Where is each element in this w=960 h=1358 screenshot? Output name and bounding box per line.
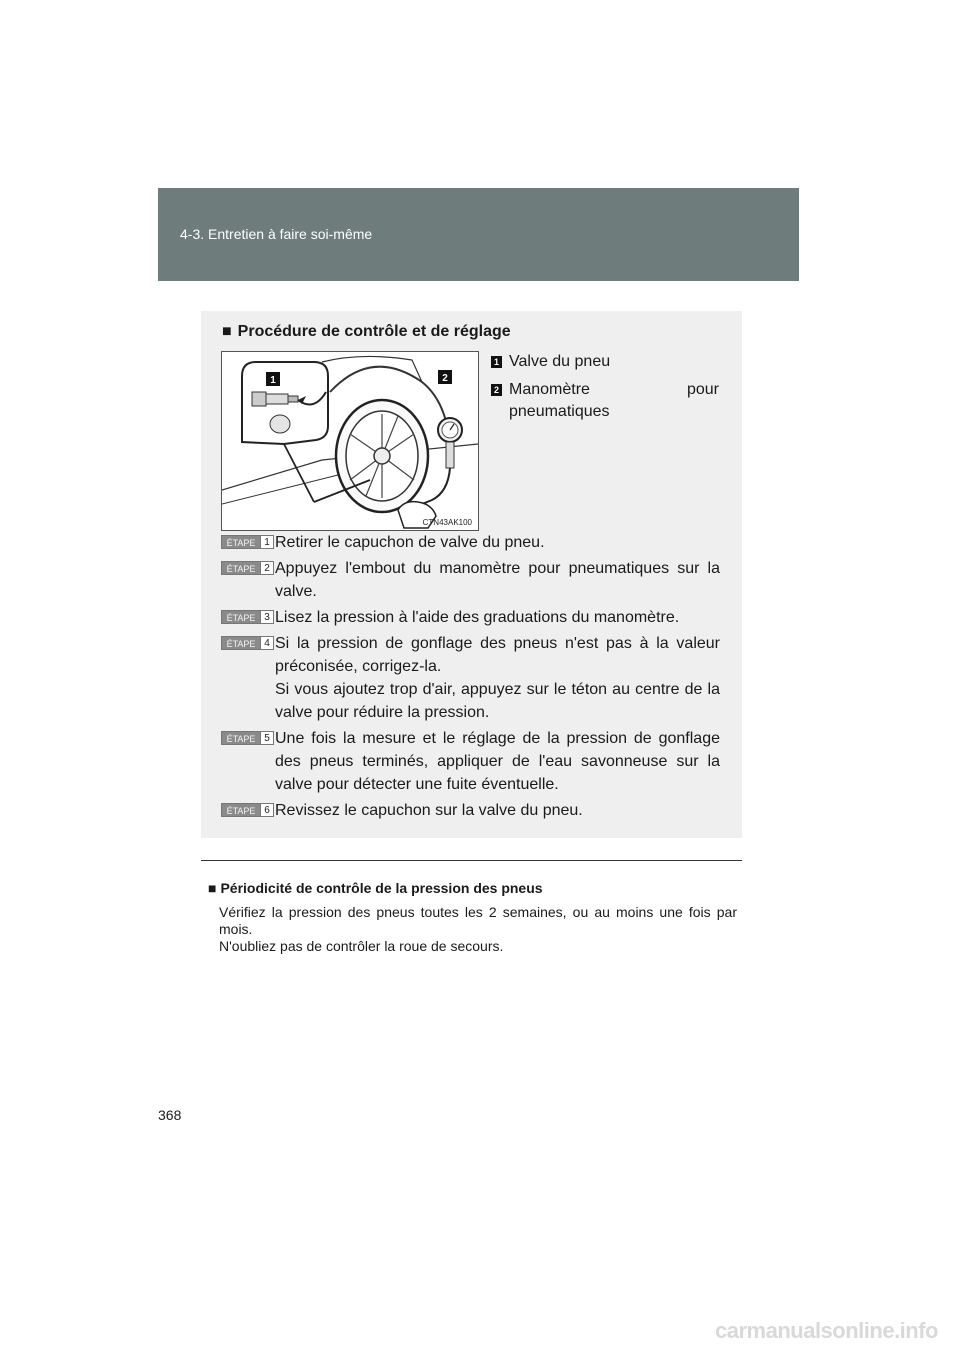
step-item — [221, 606, 720, 629]
legend-text: pneumatiques — [509, 403, 610, 420]
note-body — [219, 904, 737, 955]
procedure-panel — [201, 311, 742, 838]
square-bullet-icon: ■ — [222, 323, 232, 340]
tire-valve-illustration — [221, 351, 479, 531]
callout-1: 1 — [270, 375, 276, 386]
note-line: Vérifiez la pression des pneus toutes les 2 semaines, ou au moins une fois par mois. — [219, 904, 737, 937]
legend-item-gauge — [491, 379, 719, 423]
section-divider — [201, 860, 742, 861]
step-badge: ÉTAPE 1 — [221, 535, 274, 549]
note-line: N'oubliez pas de contrôler la roue de secours. — [219, 938, 504, 954]
step-text-continued: Si vous ajoutez trop d'air, appuyez sur le téton au centre de la valve pour réduire la pression. — [275, 681, 720, 721]
step-item — [221, 531, 720, 554]
legend-item-valve — [491, 351, 719, 373]
legend-number-2: 2 — [491, 384, 502, 396]
legend-text: Valve du pneu — [509, 353, 611, 370]
step-badge: ÉTAPE 6 — [221, 803, 274, 817]
wheel-and-gauge-drawing — [222, 352, 478, 530]
step-text: Appuyez l'embout du manomètre pour pneumatiques sur la valve. — [275, 560, 720, 600]
step-badge: ÉTAPE 3 — [221, 610, 274, 624]
callout-2: 2 — [442, 373, 448, 384]
section-header — [158, 188, 799, 281]
step-item — [221, 727, 720, 796]
step-item — [221, 557, 720, 603]
note-heading — [208, 880, 543, 896]
step-item — [221, 799, 720, 822]
step-badge: ÉTAPE 5 — [221, 731, 274, 745]
step-badge: ÉTAPE 2 — [221, 561, 274, 575]
step-text: Lisez la pression à l'aide des graduations du manomètre. — [275, 609, 680, 626]
section-title: 4-3. Entretien à faire soi-même — [180, 226, 373, 242]
step-text: Revissez le capuchon sur la valve du pneu. — [275, 802, 583, 819]
legend-text: Manomètre pour — [509, 381, 719, 398]
page-number: 368 — [158, 1107, 182, 1123]
figure-code: CTN43AK100 — [422, 518, 472, 527]
step-text: Si la pression de gonflage des pneus n'est pas à la valeur préconisée, corrigez-la. — [275, 635, 720, 675]
step-item — [221, 632, 720, 724]
procedure-heading-text: Procédure de contrôle et de réglage — [237, 323, 511, 340]
procedure-heading — [222, 323, 511, 341]
step-list — [221, 531, 720, 825]
step-badge: ÉTAPE 4 — [221, 636, 274, 650]
watermark-logo: carmanualsonline.info — [715, 1318, 938, 1343]
legend-number-1: 1 — [491, 356, 502, 368]
figure-legend — [491, 351, 719, 429]
step-text: Une fois la mesure et le réglage de la pression de gonflage des pneus terminés, appliquer de l'eau savonneuse sur la valve pour détecter une fuite éventuelle. — [275, 730, 720, 793]
note-heading-text: Périodicité de contrôle de la pression des pneus — [220, 880, 543, 896]
square-bullet-icon: ■ — [208, 880, 217, 896]
step-text: Retirer le capuchon de valve du pneu. — [275, 534, 545, 551]
